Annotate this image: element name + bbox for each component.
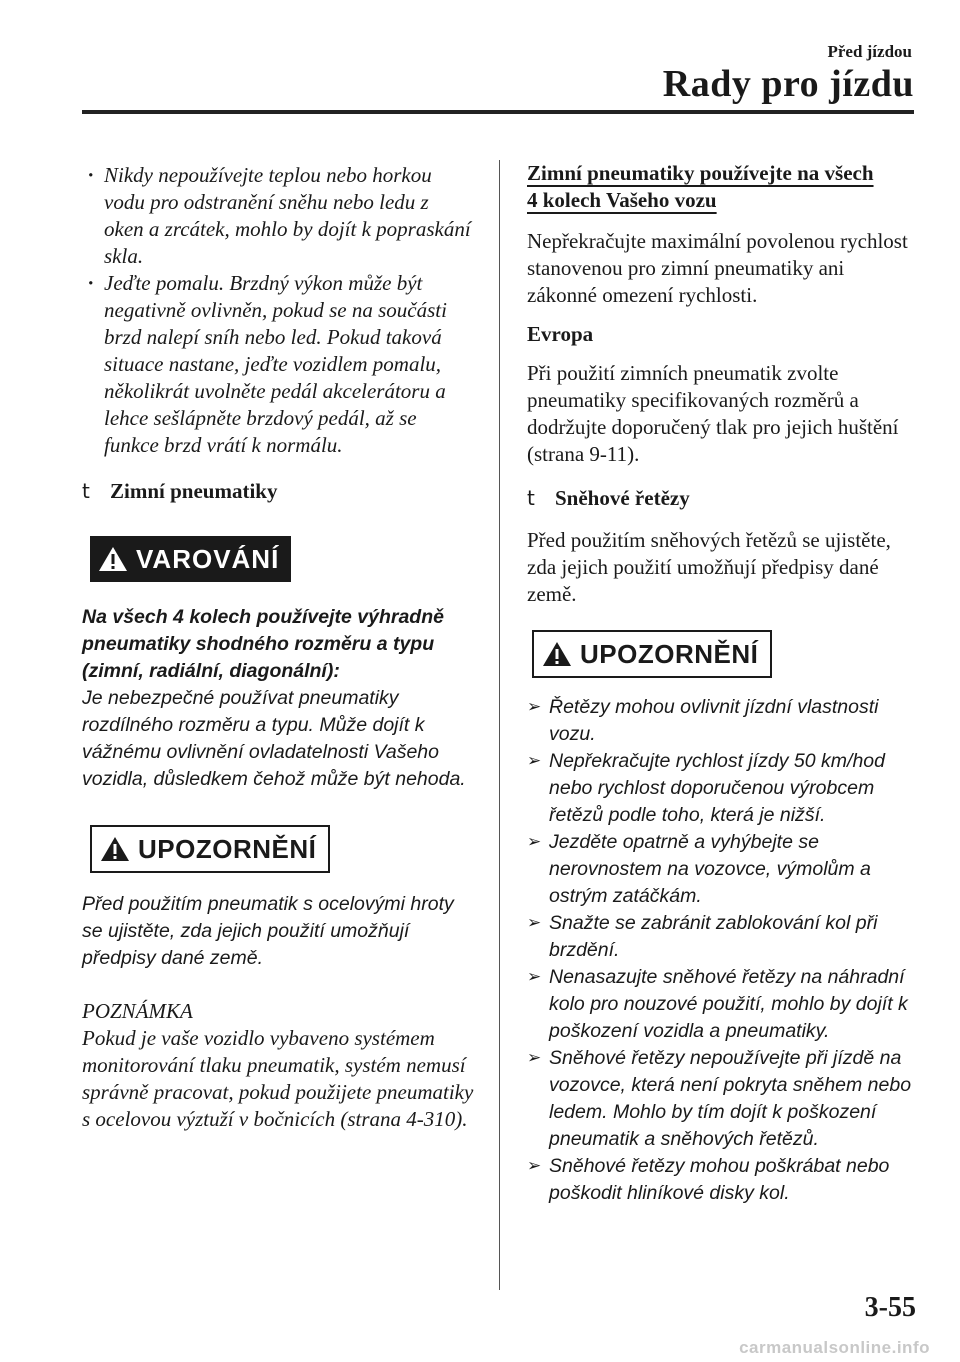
warning-box bbox=[90, 536, 291, 582]
list-item: · Nikdy nepoužívejte teplou nebo horkou vodu pro odstranění sněhu nebo ledu z oken a zrcátek, mohlo by dojít k popraskání skla. bbox=[82, 162, 472, 270]
right-column bbox=[527, 160, 917, 1207]
note-text: Pokud je vaše vozidlo vybaveno systémem monitorování tlaku pneumatik, systém nemusí správně pracovat, pokud použijete pneumatiky s ocelovou výztuží v bočnicích (strana 4-310). bbox=[82, 1026, 474, 1131]
subheading-line-2: 4 kolech Vašeho vozu bbox=[527, 188, 717, 212]
list-item: ➢ Sněhové řetězy nepoužívejte při jízdě na vozovce, která není pokryta sněhem nebo ledem. Mohlo by tím dojít k poškození pneumatik a sněhových řetězů. bbox=[527, 1047, 912, 1150]
caution-text: Před použitím pneumatik s ocelovými hroty se ujistěte, zda jejich použití umožňují předpisy dané země. bbox=[82, 893, 454, 969]
section-heading-winter-tires bbox=[82, 479, 482, 504]
warning-triangle-icon bbox=[100, 835, 130, 863]
region-heading: Evropa bbox=[527, 322, 594, 346]
list-item: ➢ Jezděte opatrně a vyhýbejte se nerovnostem na vozovce, výmolům a ostrým zatáčkám. bbox=[527, 831, 871, 907]
list-item: ➢ Sněhové řetězy mohou poškrábat nebo poškodit hliníkové disky kol. bbox=[527, 1155, 890, 1204]
section-marker: t bbox=[82, 479, 90, 503]
speed-paragraph: Nepřekračujte maximální povolenou rychlost stanovenou pro zimní pneumatiky ani zákonné omezení rychlosti. bbox=[527, 229, 908, 307]
list-item: ➢ Nenasazujte sněhové řetězy na náhradní kolo pro nouzové použití, mohlo by dojít k poškození vozidla a pneumatiky. bbox=[527, 966, 908, 1042]
header-section-label: Před jízdou bbox=[827, 42, 912, 61]
subheading bbox=[527, 160, 917, 214]
caution-box bbox=[90, 825, 330, 873]
list-item: ➢ Snažte se zabránit zablokování kol při brzdění. bbox=[527, 912, 878, 961]
bullet-list bbox=[82, 162, 472, 459]
caution-label: UPOZORNĚNÍ bbox=[138, 833, 317, 864]
left-column bbox=[82, 162, 482, 1133]
caution-list bbox=[527, 694, 917, 1207]
caution-box bbox=[532, 630, 772, 678]
section-heading-snow-chains bbox=[527, 486, 917, 511]
caution-label: UPOZORNĚNÍ bbox=[580, 638, 759, 669]
section-title: Zimní pneumatiky bbox=[110, 479, 278, 503]
section-title: Sněhové řetězy bbox=[555, 486, 690, 510]
warning-text: Je nebezpečné používat pneumatiky rozdílného rozměru a typu. Může dojít k vážnému ovlivnění ovladatelnosti Vašeho vozidla, důsledkem čehož může být nehoda. bbox=[82, 687, 466, 790]
warning-triangle-icon bbox=[542, 640, 572, 668]
warning-bold-text: Na všech 4 kolech používejte výhradně pneumatiky shodného rozměru a typu (zimní, radiální, diagonální): bbox=[82, 606, 444, 682]
page-number: 3-55 bbox=[864, 1292, 916, 1323]
column-divider bbox=[499, 160, 500, 1290]
warning-label: VAROVÁNÍ bbox=[136, 543, 280, 574]
note-label: POZNÁMKA bbox=[82, 999, 193, 1023]
header-rule bbox=[82, 110, 914, 114]
chains-paragraph: Před použitím sněhových řetězů se ujistěte, zda jejich použití umožňují předpisy dané země. bbox=[527, 528, 891, 606]
list-item: · Jeďte pomalu. Brzdný výkon může být negativně ovlivněn, pokud se na součásti brzd nalepí sníh nebo led. Pokud taková situace nastane, jeďte vozidlem pomalu, několikrát uvolněte pedál akcelerátoru a lehce sešlápněte brzdový pedál, až se funkce brzd vrátí k normálu. bbox=[82, 270, 472, 459]
watermark: carmanualsonline.info bbox=[739, 1338, 930, 1357]
list-item: ➢ Nepřekračujte rychlost jízdy 50 km/hod nebo rychlost doporučenou výrobcem řetězů podle toho, která je nižší. bbox=[527, 750, 885, 826]
page-title: Rady pro jízdu bbox=[662, 63, 914, 105]
subheading-line-1: Zimní pneumatiky používejte na všech bbox=[527, 161, 874, 185]
list-item: ➢ Řetězy mohou ovlivnit jízdní vlastnosti vozu. bbox=[527, 696, 879, 745]
section-marker: t bbox=[527, 486, 535, 510]
tire-paragraph: Při použití zimních pneumatik zvolte pneumatiky specifikovaných rozměrů a dodržujte doporučený tlak pro jejich huštění (strana 9-11). bbox=[527, 361, 899, 466]
warning-triangle-icon bbox=[98, 545, 128, 573]
